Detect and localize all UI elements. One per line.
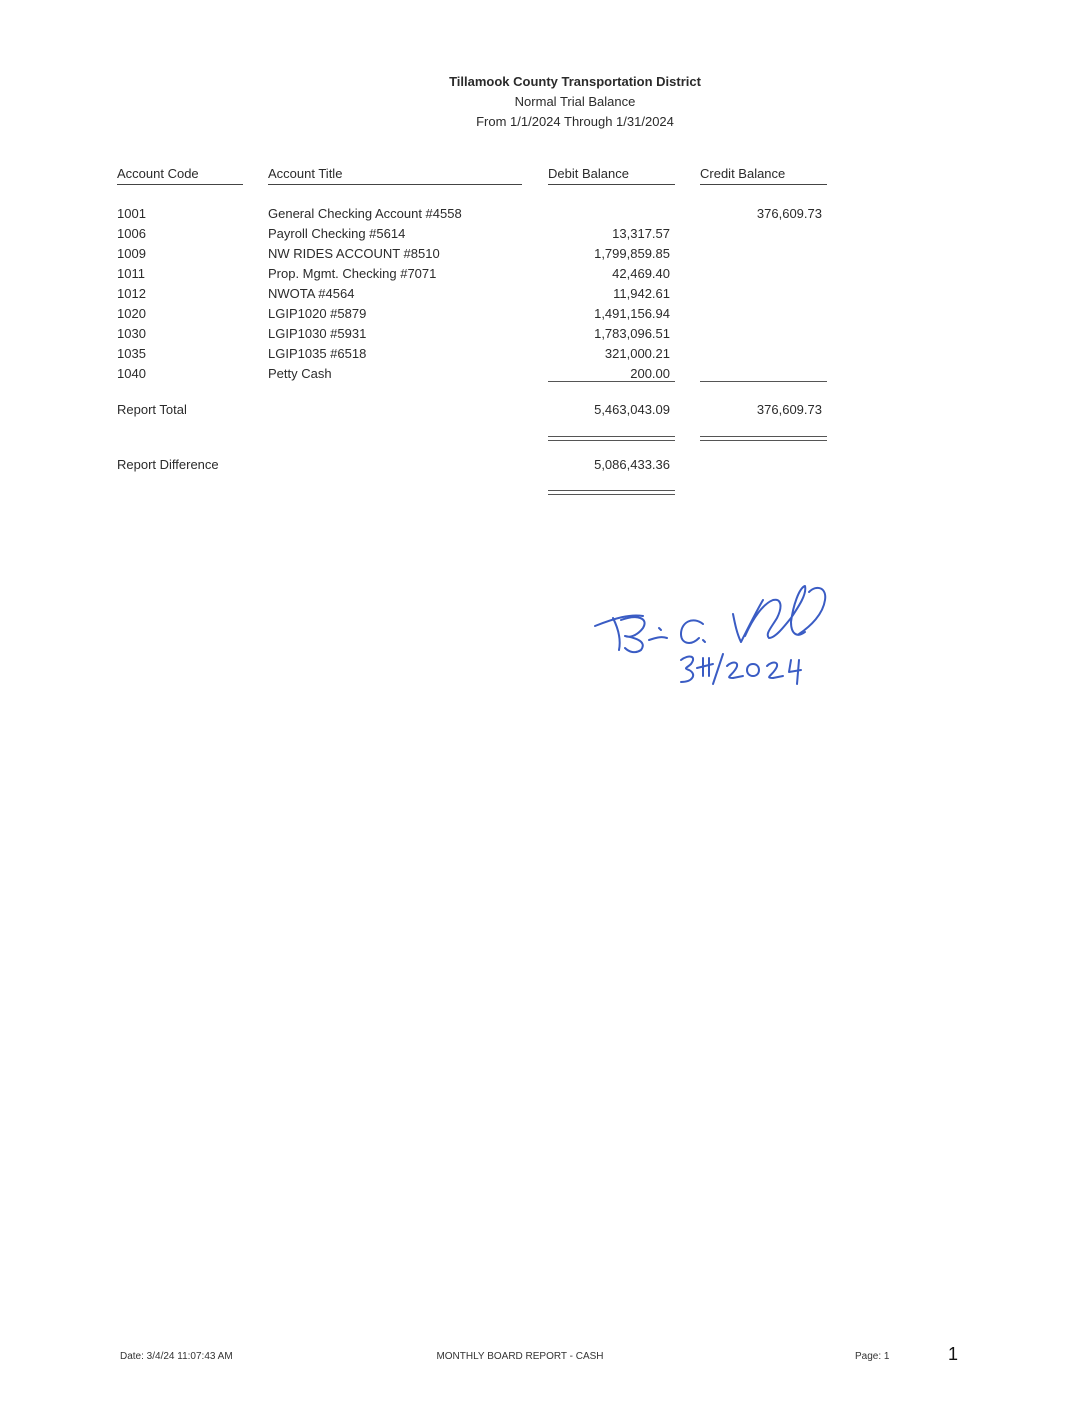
account-title: NWOTA #4564 <box>268 286 355 301</box>
organization-name: Tillamook County Transportation District <box>449 74 701 89</box>
debit-balance: 13,317.57 <box>612 226 670 241</box>
account-title: Prop. Mgmt. Checking #7071 <box>268 266 437 281</box>
total-double-rule-debit <box>548 440 675 441</box>
report-total-row <box>0 402 1088 422</box>
table-row <box>0 346 1088 366</box>
account-code: 1035 <box>117 346 146 361</box>
footer-page-label: Page: 1 <box>855 1351 890 1362</box>
account-code: 1009 <box>117 246 146 261</box>
account-code: 1006 <box>117 226 146 241</box>
account-code: 1001 <box>117 206 146 221</box>
account-code: 1020 <box>117 306 146 321</box>
table-row <box>0 326 1088 346</box>
total-double-rule-credit <box>700 436 827 437</box>
account-code: 1030 <box>117 326 146 341</box>
subtotal-rule-debit <box>548 381 675 382</box>
report-name: Normal Trial Balance <box>514 94 636 109</box>
table-row <box>0 366 1088 386</box>
debit-balance: 1,491,156.94 <box>594 306 670 321</box>
table-row <box>0 306 1088 326</box>
subtotal-rule-credit <box>700 381 827 382</box>
report-total-debit: 5,463,043.09 <box>594 402 670 417</box>
sheet-number: 1 <box>948 1344 959 1364</box>
table-row <box>0 266 1088 286</box>
handwritten-signature <box>585 548 855 708</box>
difference-double-rule <box>548 494 675 495</box>
column-header-account-title: Account Title <box>268 166 522 185</box>
debit-balance: 321,000.21 <box>604 346 670 361</box>
account-title: LGIP1035 #6518 <box>268 346 367 361</box>
debit-balance: 42,469.40 <box>612 266 670 281</box>
table-row <box>0 286 1088 306</box>
table-row <box>0 246 1088 266</box>
report-difference-label: Report Difference <box>117 457 219 472</box>
account-title: Petty Cash <box>268 366 332 381</box>
debit-balance: 1,799,859.85 <box>594 246 670 261</box>
table-row <box>0 226 1088 246</box>
footer-print-date: Date: 3/4/24 11:07:43 AM <box>120 1351 233 1362</box>
footer-report-title: MONTHLY BOARD REPORT - CASH <box>436 1351 604 1362</box>
account-title: LGIP1020 #5879 <box>268 306 367 321</box>
table-row <box>0 206 1088 226</box>
total-double-rule-debit <box>548 436 675 437</box>
total-double-rule-credit <box>700 440 827 441</box>
debit-balance: 1,783,096.51 <box>594 326 670 341</box>
account-title: General Checking Account #4558 <box>268 206 462 221</box>
credit-balance: 376,609.73 <box>756 206 822 221</box>
column-header-account-code: Account Code <box>117 166 243 185</box>
account-title: NW RIDES ACCOUNT #8510 <box>268 246 440 261</box>
difference-double-rule <box>548 490 675 491</box>
report-total-label: Report Total <box>117 402 187 417</box>
report-difference-row <box>0 457 1088 477</box>
report-period: From 1/1/2024 Through 1/31/2024 <box>476 114 674 129</box>
account-code: 1011 <box>117 266 145 281</box>
debit-balance: 11,942.61 <box>613 286 670 301</box>
account-code: 1040 <box>117 366 146 381</box>
account-code: 1012 <box>117 286 146 301</box>
column-header-debit-balance: Debit Balance <box>548 166 675 185</box>
account-title: Payroll Checking #5614 <box>268 226 406 241</box>
report-total-credit: 376,609.73 <box>756 402 822 417</box>
debit-balance: 200.00 <box>630 366 670 381</box>
report-difference-debit: 5,086,433.36 <box>594 457 670 472</box>
column-header-credit-balance: Credit Balance <box>700 166 827 185</box>
account-title: LGIP1030 #5931 <box>268 326 367 341</box>
